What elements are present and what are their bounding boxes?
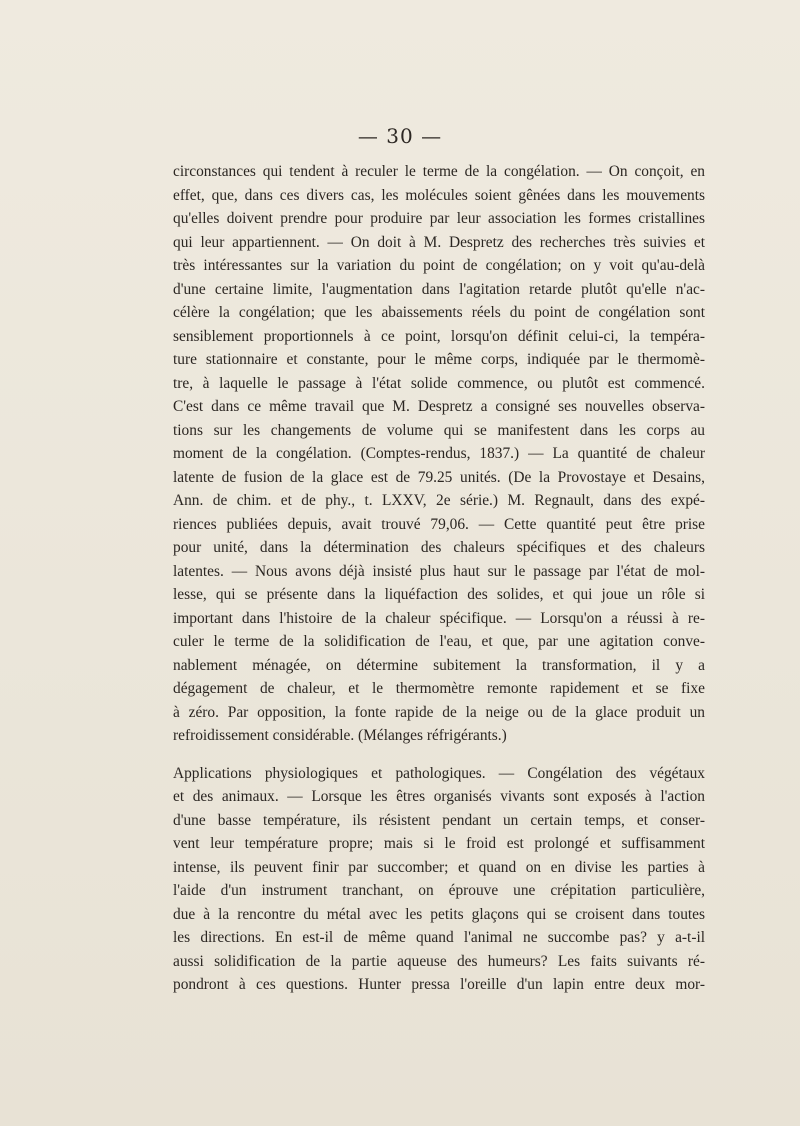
text-line: très intéressantes sur la variation du point de congélation; on y voit qu'au-delà: [173, 257, 705, 274]
text-line: d'une basse température, ils résistent pendant un certain temps, et conser-: [173, 811, 705, 829]
text-line: riences publiées depuis, avait trouvé 79,06. — Cette quantité peut être prise: [173, 515, 705, 533]
text-line: Applications physiologiques et pathologiques. — Congélation des végétaux: [173, 764, 705, 782]
text-line: d'une certaine limite, l'augmentation dans l'agitation retarde plutôt qu'elle n'ac-: [173, 280, 705, 298]
text-line: latente de fusion de la glace est de 79.25 unités. (De la Provostaye et Desains,: [173, 468, 705, 486]
text-line: due à la rencontre du métal avec les petits glaçons qui se croisent dans toutes: [173, 905, 705, 923]
text-line: circonstances qui tendent à reculer le terme de la congélation. — On conçoit, en: [173, 163, 705, 180]
page-number: — 30 —: [357, 124, 443, 148]
text-line: important dans l'histoire de la chaleur spécifique. — Lorsqu'on a réussi à re-: [173, 609, 705, 627]
text-line: aussi solidification de la partie aqueuse des humeurs? Les faits suivants ré-: [173, 952, 705, 970]
text-line: sensiblement proportionnels à ce point, lorsqu'on définit celui-ci, la tempéra-: [173, 327, 705, 345]
text-line: tre, à laquelle le passage à l'état solide commence, ou plutôt est commencé.: [173, 374, 705, 392]
text-line: vent leur température propre; mais si le froid est prolongé et suffisamment: [173, 835, 705, 852]
text-line: C'est dans ce même travail que M. Despretz a consigné ses nouvelles observa-: [173, 398, 705, 415]
text-line: pour unité, dans la détermination des chaleurs spécifiques et des chaleurs: [173, 539, 705, 556]
text-line: ture stationnaire et constante, pour le même corps, indiquée par le thermomè-: [173, 351, 705, 368]
body-text: [173, 160, 705, 997]
text-line: nablement ménagée, on détermine subitement la transformation, il y a: [173, 656, 705, 674]
paragraph-applications: [173, 762, 705, 997]
text-line: célère la congélation; que les abaissements réels du point de congélation sont: [173, 304, 705, 321]
text-line: et des animaux. — Lorsque les êtres organisés vivants sont exposés à l'action: [173, 788, 705, 805]
text-line: moment de la congélation. (Comptes-rendus, 1837.) — La quantité de chaleur: [173, 445, 705, 462]
text-line: lesse, qui se présente dans la liquéfaction des solides, et qui joue un rôle si: [173, 586, 705, 603]
text-line: l'aide d'un instrument tranchant, on éprouve une crépitation particulière,: [173, 882, 705, 899]
paragraph-congelation: [173, 160, 705, 748]
text-line: pondront à ces questions. Hunter pressa l'oreille d'un lapin entre deux mor-: [173, 976, 705, 993]
text-line: qui leur appartiennent. — On doit à M. Despretz des recherches très suivies et: [173, 233, 705, 251]
text-line: qu'elles doivent prendre pour produire par leur association les formes cristallines: [173, 210, 705, 227]
text-line: effet, que, dans ces divers cas, les molécules soient gênées dans les mouvements: [173, 186, 705, 204]
text-line: dégagement de chaleur, et le thermomètre remonte rapidement et se fixe: [173, 680, 705, 697]
text-line: à zéro. Par opposition, la fonte rapide de la neige ou de la glace produit un: [173, 703, 705, 721]
text-line: intense, ils peuvent finir par succomber; et quand on en divise les parties à: [173, 858, 705, 876]
text-line: Ann. de chim. et de phy., t. LXXV, 2e série.) M. Regnault, dans des expé-: [173, 492, 705, 509]
text-line: latentes. — Nous avons déjà insisté plus haut sur le passage par l'état de mol-: [173, 562, 705, 580]
text-line: culer le terme de la solidification de l'eau, et que, par une agitation conve-: [173, 633, 705, 650]
text-line: les directions. En est-il de même quand l'animal ne succombe pas? y a-t-il: [173, 929, 705, 946]
text-line: tions sur les changements de volume qui se manifestent dans les corps au: [173, 421, 705, 439]
text-line: refroidissement considérable. (Mélanges réfrigérants.): [173, 727, 507, 744]
